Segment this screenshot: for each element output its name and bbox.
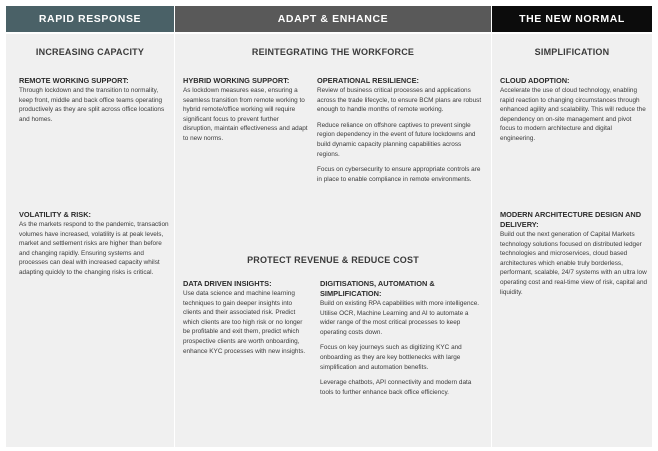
block-modern-architecture xyxy=(500,210,648,297)
section-title-increasing-capacity: INCREASING CAPACITY xyxy=(35,47,145,57)
block-title: CLOUD ADOPTION: xyxy=(500,76,570,85)
block-body: Focus on key journeys such as digitizing KYC and onboarding as they are key bottlenecks with large simplification and automation benefits. xyxy=(320,344,462,371)
block-body: As the markets respond to the pandemic, transaction volumes have increased, volatility is at peak levels, market and settlement risks are higher than before and changing rapidly. Ensuring systems and processes can deal with increased capacity whilst adapting quickly to the changing risks is critical. xyxy=(19,221,169,276)
block-title: MODERN ARCHITECTURE DESIGN AND DELIVERY: xyxy=(500,210,642,229)
block-body: Reduce reliance on offshore captives to prevent single region dependency in the event of future lockdowns and build dynamic capacity planning capabilities across regions. xyxy=(317,121,476,158)
block-body: Through lockdown and the transition to normality, keep front, middle and back office teams operating productively as they are split across office locations and homes. xyxy=(19,87,165,123)
block-title: DATA DRIVEN INSIGHTS: xyxy=(183,279,272,288)
block-digitisation-automation xyxy=(320,279,483,397)
block-body: As lockdown measures ease, ensuring a seamless transition from remote working to hybrid remote/office working will require significant focus to prevent further disruption, maintain effectiveness and adapt to new norms. xyxy=(183,87,308,142)
block-body: Accelerate the use of cloud technology, enabling rapid reaction to changing circumstances through enhanced agility and scalability. This will reduce the dependency on on-site management and pivot focus to modern architecture and digital engineering. xyxy=(500,87,646,142)
block-body: Build on existing RPA capabilities with more intelligence. Utilise OCR, Machine Learning and AI to automate a wider range of the most critical processes to keep operating costs down. xyxy=(320,300,480,336)
block-operational-resilience xyxy=(317,76,485,184)
block-body: Leverage chatbots, API connectivity and modern data tools to further enhance back office efficiency. xyxy=(320,379,472,396)
section-title-protect-revenue: PROTECT REVENUE & REDUCE COST xyxy=(247,255,419,265)
header-adapt-enhance: ADAPT & ENHANCE xyxy=(175,6,491,32)
block-cloud-adoption xyxy=(500,76,648,144)
block-hybrid-working xyxy=(183,76,310,144)
block-title: REMOTE WORKING SUPPORT: xyxy=(19,76,129,85)
block-title: VOLATILITY & RISK: xyxy=(19,210,91,219)
block-body: Build out the next generation of Capital Markets technology solutions focused on distributed ledger technologies and microservices, cloud based architectures which enable truly borderless, performant, scalable, 24/7 systems with an ultra low operating cost and real-time view of risk, capital and liquidity. xyxy=(500,231,648,296)
block-body: Review of business critical processes and applications across the trade lifecycle, to ensure BCM plans are robust enough to handle months of remote working. xyxy=(317,87,482,114)
block-data-driven-insights xyxy=(183,279,310,356)
section-title-reintegrating-workforce: REINTEGRATING THE WORKFORCE xyxy=(251,47,415,57)
header-new-normal: THE NEW NORMAL xyxy=(492,6,652,32)
block-volatility-risk xyxy=(19,210,169,278)
block-remote-working xyxy=(19,76,169,124)
block-title: OPERATIONAL RESILIENCE: xyxy=(317,76,419,85)
block-body: Use data science and machine learning techniques to gain deeper insights into clients and their associated risk. Predict which clients are too high risk or no longer be profitable and exit them, predict which prospective clients are worth onboarding, enhance KYC processes with new insights. xyxy=(183,290,306,355)
section-title-simplification: SIMPLIFICATION xyxy=(534,47,610,57)
block-body: Focus on cybersecurity to ensure appropriate controls are in place to enable compliance in remote environments. xyxy=(317,166,481,183)
header-rapid-response: RAPID RESPONSE xyxy=(6,6,174,32)
block-title: DIGITISATIONS, AUTOMATION & SIMPLIFICATION: xyxy=(320,279,435,298)
block-title: HYBRID WORKING SUPPORT: xyxy=(183,76,290,85)
